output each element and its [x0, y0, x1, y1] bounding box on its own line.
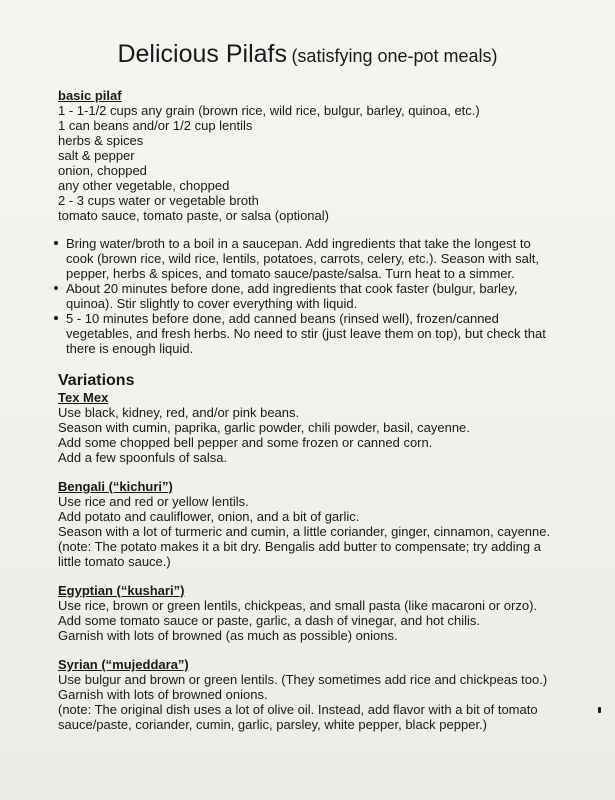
variation-heading: Bengali (“kichuri”) — [58, 479, 173, 494]
variation-section — [58, 479, 598, 569]
variation-line: Use rice, brown or green lentils, chickpeas, and small pasta (like macaroni or orzo). — [58, 598, 538, 613]
variation-line: Season with cumin, paprika, garlic powder, chili powder, basil, cayenne. — [58, 420, 470, 435]
variation-line: (note: The original dish uses a lot of olive oil. Instead, add flavor with a bit of tomato — [58, 702, 538, 717]
ingredient-line: any other vegetable, chopped — [58, 178, 230, 193]
variation-line: Add a few spoonfuls of salsa. — [58, 450, 228, 465]
basic-pilaf-heading: basic pilaf — [58, 88, 122, 103]
variation-line: Season with a lot of turmeric and cumin, a little coriander, ginger, cinnamon, cayenne. — [58, 524, 551, 539]
title-main: Delicious Pilafs — [117, 40, 287, 68]
variation-line: Garnish with lots of browned (as much as possible) onions. — [58, 628, 398, 643]
variation-line: Garnish with lots of browned onions. — [58, 687, 268, 702]
page-title — [0, 40, 615, 69]
ingredient-line: tomato sauce, tomato paste, or salsa (optional) — [58, 208, 329, 223]
ingredient-line: 1 - 1-1/2 cups any grain (brown rice, wild rice, bulgur, barley, quinoa, etc.) — [58, 103, 480, 118]
variations-heading: Variations — [58, 372, 135, 389]
instruction-line: About 20 minutes before done, add ingredients that cook faster (bulgur, barley, — [66, 281, 518, 296]
variation-line: Add potato and cauliflower, onion, and a bit of garlic. — [58, 509, 360, 524]
instruction-line: 5 - 10 minutes before done, add canned beans (rinsed well), frozen/canned — [66, 311, 499, 326]
recipe-content — [58, 88, 598, 732]
variation-sections — [58, 390, 598, 732]
instruction-line: there is enough liquid. — [66, 341, 194, 356]
instruction-line: vegetables, and fresh herbs. No need to stir (just leave them on top), but check that — [66, 326, 546, 341]
instruction-step — [58, 236, 598, 281]
instruction-step — [58, 281, 598, 311]
variation-line: (note: The potato makes it a bit dry. Bengalis add butter to compensate; try adding a — [58, 539, 541, 554]
ingredient-line: 2 - 3 cups water or vegetable broth — [58, 193, 259, 208]
variation-section — [58, 583, 598, 643]
bullet-icon — [54, 241, 58, 245]
ingredient-line: onion, chopped — [58, 163, 147, 178]
ingredient-line: 1 can beans and/or 1/2 cup lentils — [58, 118, 253, 133]
ingredient-line: herbs & spices — [58, 133, 144, 148]
instruction-list — [58, 236, 598, 356]
variation-line: sauce/paste, coriander, cumin, garlic, parsley, white pepper, black pepper.) — [58, 717, 487, 732]
ingredient-list — [58, 103, 598, 223]
instruction-line: quinoa). Stir slightly to cover everything with liquid. — [66, 296, 358, 311]
variation-line: Add some chopped bell pepper and some frozen or canned corn. — [58, 435, 433, 450]
instruction-line: cook (brown rice, wild rice, lentils, potatoes, carrots, celery, etc.). Season with salt, — [66, 251, 539, 266]
bullet-icon — [54, 286, 58, 290]
bullet-icon — [54, 316, 58, 320]
variation-line: Use bulgur and brown or green lentils. (They sometimes add rice and chickpeas too.) — [58, 672, 548, 687]
variation-heading: Tex Mex — [58, 390, 109, 405]
variation-line: Use rice and red or yellow lentils. — [58, 494, 249, 509]
variation-line: Use black, kidney, red, and/or pink beans. — [58, 405, 300, 420]
stray-mark — [598, 707, 601, 713]
variation-section — [58, 390, 598, 465]
instruction-line: pepper, herbs & spices, and tomato sauce/paste/salsa. Turn heat to a simmer. — [66, 266, 515, 281]
variation-heading: Syrian (“mujeddara”) — [58, 657, 189, 672]
variation-line: little tomato sauce.) — [58, 554, 171, 569]
basic-pilaf-section — [58, 88, 598, 356]
variation-line: Add some tomato sauce or paste, garlic, a dash of vinegar, and hot chilis. — [58, 613, 481, 628]
variation-section — [58, 657, 598, 732]
instruction-line: Bring water/broth to a boil in a saucepan. Add ingredients that take the longest to — [66, 236, 531, 251]
title-subtitle: (satisfying one-pot meals) — [291, 46, 498, 66]
variation-heading: Egyptian (“kushari”) — [58, 583, 185, 598]
ingredient-line: salt & pepper — [58, 148, 135, 163]
instruction-step — [58, 311, 598, 356]
